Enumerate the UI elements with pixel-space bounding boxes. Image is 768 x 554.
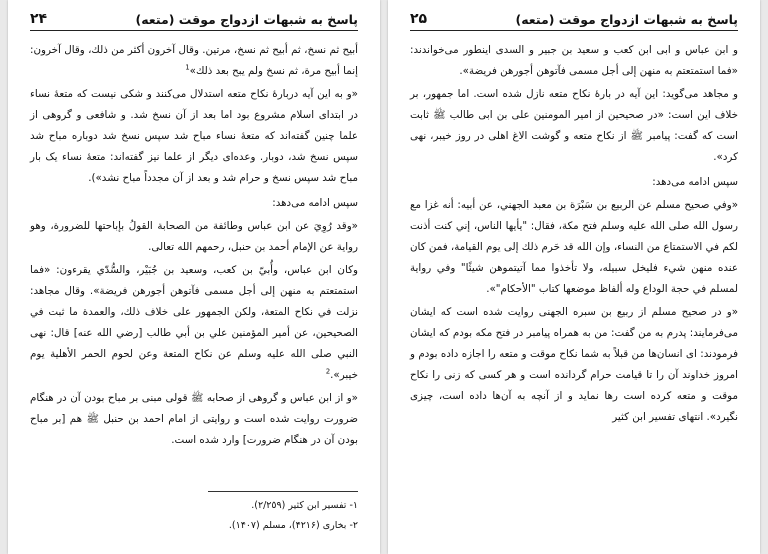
paragraph: و ابن عباس و ابی ابن کعب و سعید بن جبیر و السدی اینطور می‌خواندند: «فما استمتعتم به منهن إلى أجل مسمى فآتوهن أجورهن فريضة». [410,44,738,77]
running-title: پاسخ به شبهات ازدواج موقت (متعه) [515,11,738,27]
left-page-header [30,8,358,31]
right-page-body [410,40,738,430]
page-number: ۲۵ [410,11,428,27]
paragraph: «وقد رُوِيَ عن ابن عباس وطائفة من الصحابة القولُ بإباحتها للضرورة، وهو رواية عن الإمام أحمد بن حنبل، رحمهم الله تعالى. [30,220,358,253]
running-title: پاسخ به شبهات ازدواج موقت (متعه) [135,11,358,27]
paragraph: سپس ادامه می‌دهد: [272,197,358,209]
paragraph: «و از ابن عباس و گروهی از صحابه ﷺ قولی مبنی بر مباح بودن آن در هنگام ضرورت روایت شده است و روایتی از امام احمد بن حنبل ﷺ هم [بر مباح بودن آن در هنگام ضرورت] وارد شده است. [30,392,358,446]
left-page [8,0,380,554]
footnote: ١- تفسیر ابن کثیر (٢/٢٥٩). [251,500,358,511]
footnote-divider [208,491,358,492]
right-page-header [410,8,738,31]
page-number: ۲۴ [30,11,48,27]
paragraph: «وفي صحيح مسلم عن الربيع بن سَبْرَة بن معبد الجهني، عن أبيه: أنه غزا مع رسول الله صلى الله عليه وسلم فتح مكة، فقال: "يأيها الناس، إني كنت أذنت لكم في الاستمتاع من النساء، وإن الله قد حَرم ذلك إلى يوم القيامة، فمن كان عنده منهن شيء فليخل سبيله، ولا تأخذوا مما آتيتموهن شيئًا" وفي رواية لمسلم في حجة الوداع وله ألفاظ موضعها كتاب "الأحكام"». [410,199,738,295]
paragraph: و مجاهد می‌گوید: این آیه در بارهٔ نکاح متعه نازل شده است. اما جمهور، بر خلاف این است: «در صحیحین از امیر المومنین علی بن ابی طالب ﷺ ثابت است که گفت: پیامبر ﷺ از نکاح متعه و گوشت الاغ اهلی در روز خیبر، نهی کرد». [410,88,738,163]
left-page-body [30,40,358,453]
footnotes [30,491,358,536]
paragraph: وكان ابن عباس، وأُبيّ بن كعب، وسعيد بن جُبَيْر، والسُّدّي يقرءون: «فما استمتعتم به منهن إلى أجل مسمى فآتوهن أجورهن فريضة». وقال مجاهد: نزلت في نكاح المتعة، ولكن الجمهور على خلاف ذلك، والعمدة ما ثبت في الصحيحين، عن أمير المؤمنين علي بن أبي طالب [رضي الله عنه] قال: نهى النبي صلى الله عليه وسلم عن نكاح المتعة وعن لحوم الحمر الأهلية يوم خيبر».$^2$ [30,264,358,381]
paragraph: أبيح ثم نسخ، ثم أبيح ثم نسخ، مرتين. وقال آخرون أكثر من ذلك، وقال آخرون: إنما أبيح مرة، ثم نسخ ولم يبح بعد ذلك»$^1$ [30,44,358,77]
paragraph: «و به این آیه دربارهٔ نکاح متعه استدلال می‌کنند و شکی نیست که متعهٔ نساء در ابتدای اسلام مشروع بود اما بعد از آن نسخ شد. و شافعی و گروهی از علما چنین گفته‌اند که متعهٔ نساء مباح شد سپس نسخ شد دوباره مباح شد سپس نسخ شد، دوبار. وعده‌ای دیگر از علما نیز گفته‌اند: متعهٔ نساء یک بار مباح شد سپس نسخ و حرام شد و بعد از آن مجدداً مباح نشد»). [30,88,358,184]
footnote: ٢- بخاری (۴۲۱۶)، مسلم (١۴٠٧). [228,520,358,531]
right-page [388,0,760,554]
paragraph: سپس ادامه می‌دهد: [652,176,738,188]
paragraph: «و در صحیح مسلم از ربیع بن سبره الجهنی روایت شده است که ایشان می‌فرمایند: پدرم به من گفت: من به همراه پیامبر در فتح مکه بودم که ایشان فرمودند: ای انسان‌ها من قبلاً به شما نکاح موقت و متعه را اجازه داده بودم و امروز خداوند آن را تا قیامت حرام گردانده است و هر کسی که زنی را نکاح موقت و متعه کرده است رها نماید و از آنچه به آن‌ها داده است، چیزی نگیرد». انتهای تفسیر ابن کثیر [410,306,738,423]
footnote-ref: 2 [325,367,331,376]
footnote-ref: 1 [185,63,190,72]
